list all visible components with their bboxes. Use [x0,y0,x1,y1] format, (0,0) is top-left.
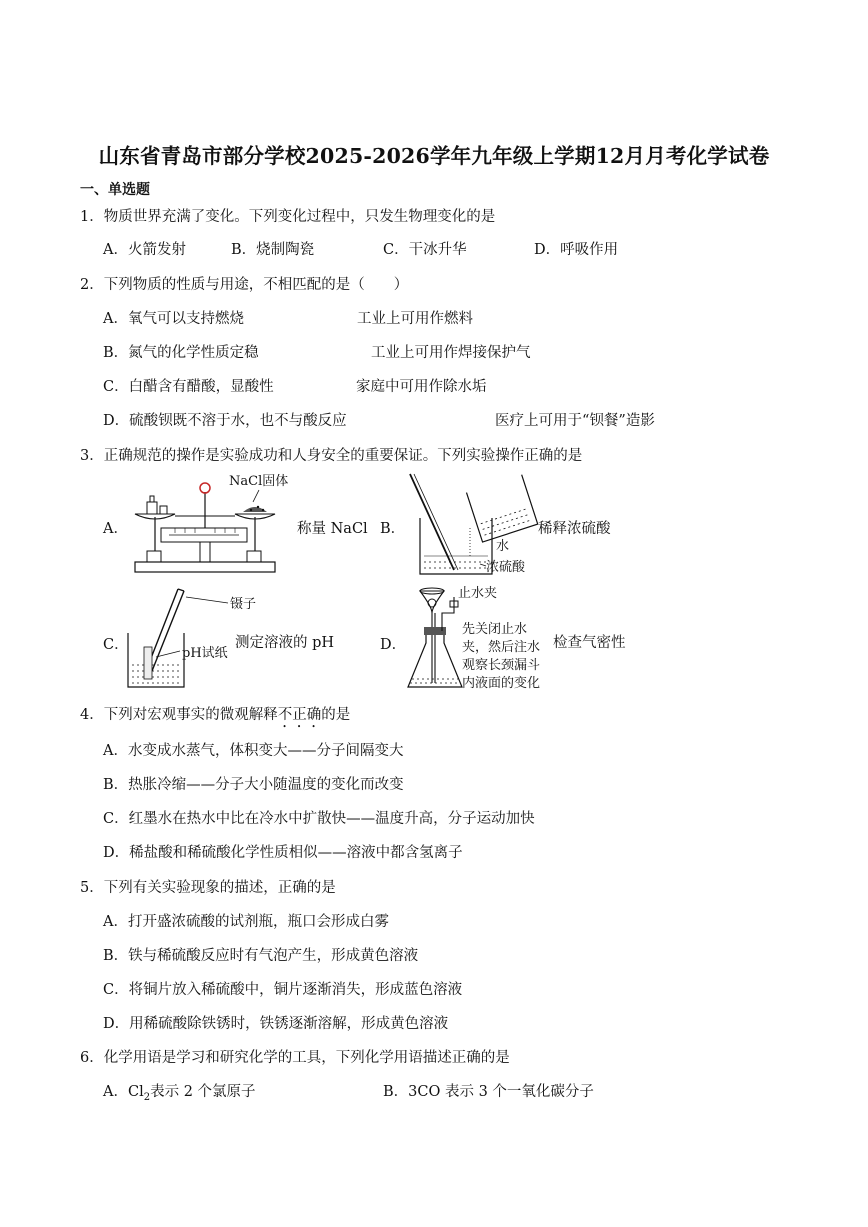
q2-option-b-property: B．氮气的化学性质定稳 [103,345,259,361]
q6-option-a-post: 表示 2 个氯原子 [150,1084,256,1100]
dilution-figure [400,470,540,580]
conc-acid-label: 浓硫酸 [486,560,526,575]
q3-option-b-letter: B． [380,521,406,537]
q5-option-b: B．铁与稀硫酸反应时有气泡产生，形成黄色溶液 [103,948,419,964]
q5-option-c: C．将铜片放入稀硫酸中，铜片逐渐消失，形成蓝色溶液 [103,982,463,998]
q4-option-b: B．热胀冷缩——分子大小随温度的变化而改变 [103,777,404,793]
q1-option-b: B．烧制陶瓷 [231,242,315,258]
section-heading: 一、单选题 [80,182,150,198]
balance-figure [125,472,295,582]
q6-option-a [103,1080,256,1103]
question-5-stem: 5．下列有关实验现象的描述，正确的是 [80,880,336,896]
question-2-stem: 2．下列物质的性质与用途，不相匹配的是（ ） [80,277,409,293]
q2-option-d-property: D．硫酸钡既不溶于水，也不与酸反应 [103,413,347,429]
q3-option-b-caption: 稀释浓硫酸 [538,521,611,537]
airtightness-figure [402,583,562,695]
question-4-stem [80,703,350,731]
q2-option-a-property: A．氧气可以支持燃烧 [103,311,244,327]
q4-option-d: D．稀盐酸和稀硫酸化学性质相似——溶液中都含氢离子 [103,845,463,861]
ph-paper-label: pH试纸 [182,646,228,661]
q3-option-a-letter: A． [103,521,128,537]
q3-option-a-caption: 称量 NaCl [297,521,368,537]
q6-option-a-subscript: 2 [143,1091,151,1103]
q6-option-b: B．3CO 表示 3 个一氧化碳分子 [383,1084,594,1100]
q6-option-a-pre: A．Cl [103,1084,144,1100]
q4-stem-emphasis: 不正确 [277,707,322,723]
q2-option-b-use: 工业上可用作焊接保护气 [371,345,531,361]
q4-stem-pre: 4．下列对宏观事实的微观解释 [80,707,278,723]
q4-option-a: A．水变成水蒸气，体积变大——分子间隔变大 [103,743,404,759]
d-note-line-2: 夹，然后注水 [462,640,541,655]
water-label: 水 [496,539,510,554]
q5-option-d: D．用稀硫酸除铁锈时，铁锈逐渐溶解，形成黄色溶液 [103,1016,449,1032]
q4-stem-post: 的是 [321,707,351,723]
d-note-line-3: 观察长颈漏斗 [462,658,541,673]
d-note-line-4: 内液面的变化 [462,676,541,691]
d-note-line-1: 先关闭止水 [462,622,528,637]
nacl-solid-label: NaCl固体 [229,474,289,489]
q1-option-c: C．干冰升华 [383,242,467,258]
q5-option-a: A．打开盛浓硫酸的试剂瓶，瓶口会形成白雾 [103,914,389,930]
q1-option-d: D．呼吸作用 [534,242,619,258]
question-6-stem: 6．化学用语是学习和研究化学的工具，下列化学用语描述正确的是 [80,1050,510,1066]
q2-option-c-property: C．白醋含有醋酸，显酸性 [103,379,274,395]
q3-option-d-letter: D． [380,637,407,653]
clamp-label: 止水夹 [458,586,498,601]
tweezers-label: 镊子 [230,597,257,612]
q2-option-d-use: 医疗上可用于“钡餐”造影 [495,413,655,429]
q3-option-c-caption: 测定溶液的 pH [235,635,335,651]
q1-option-a: A．火箭发射 [103,242,186,258]
q4-option-c: C．红墨水在热水中比在冷水中扩散快——温度升高，分子运动加快 [103,811,535,827]
question-3-stem: 3．正确规范的操作是实验成功和人身安全的重要保证。下列实验操作正确的是 [80,448,583,464]
ph-test-figure [118,585,257,690]
q3-option-c-letter: C． [103,637,129,653]
q2-option-a-use: 工业上可用作燃料 [357,311,473,327]
page-title: 山东省青岛市部分学校2025-2026学年九年级上学期12月月考化学试卷 [98,144,770,168]
q3-option-d-caption: 检查气密性 [553,635,626,651]
q2-option-c-use: 家庭中可用作除水垢 [356,379,487,395]
question-1-stem: 1．物质世界充满了变化。下列变化过程中，只发生物理变化的是 [80,209,496,225]
